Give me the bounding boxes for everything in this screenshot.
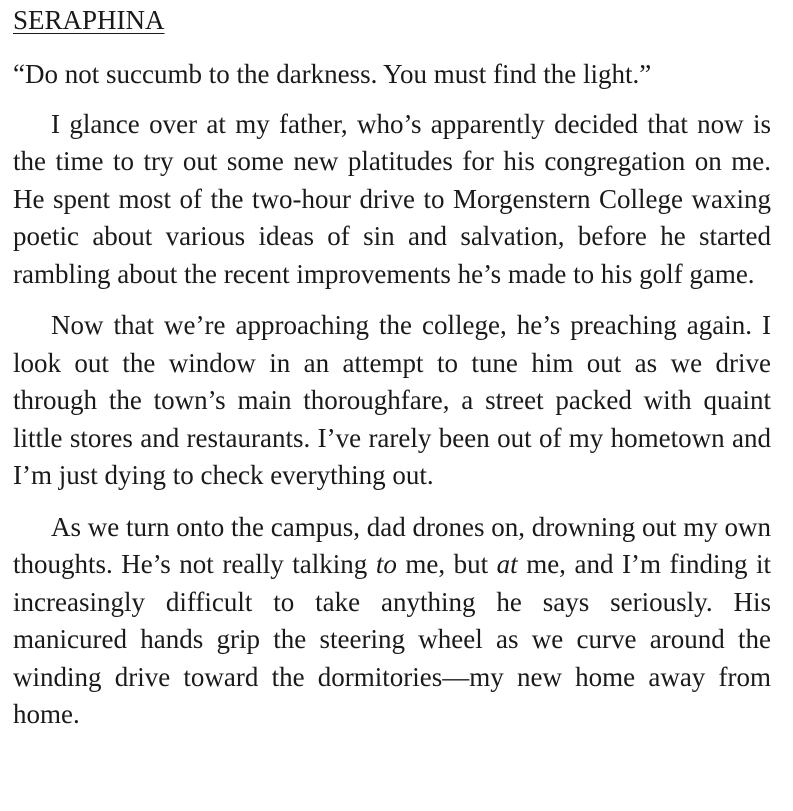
paragraph-3-part-1: As we turn onto the campus, dad drones on, drowning out my own thoughts. He’s not really talking	[13, 511, 771, 579]
emphasis-to: to	[375, 549, 397, 579]
paragraph-2: Now that we’re approaching the college, he’s preaching again. I look out the window in an attempt to tune him out as we drive through the town’s main thoroughfare, a street packed with quaint little stores and restaurants. I’ve rarely been out of my hometown and I’m just dying to check everything out.	[13, 310, 771, 490]
paragraph-3-part-2: me, but	[396, 549, 497, 579]
emphasis-at: at	[496, 549, 518, 579]
book-page	[13, 0, 771, 734]
chapter-heading: SERAPHINA	[13, 5, 165, 35]
paragraph-3	[13, 509, 771, 734]
paragraph-3-part-3: me, and I’m finding it increasingly difficult to take anything he says seriously. His manicured hands grip the steering wheel as we curve around the winding drive toward the dormitories—my new home away from home.	[13, 549, 771, 729]
opening-quote: “Do not succumb to the darkness. You must find the light.”	[13, 59, 652, 89]
paragraph-1: I glance over at my father, who’s apparently decided that now is the time to try out some new platitudes for his congregation on me. He spent most of the two-hour drive to Morgenstern College waxing poetic about various ideas of sin and salvation, before he started rambling about the recent improvements he’s made to his golf game.	[13, 108, 771, 289]
